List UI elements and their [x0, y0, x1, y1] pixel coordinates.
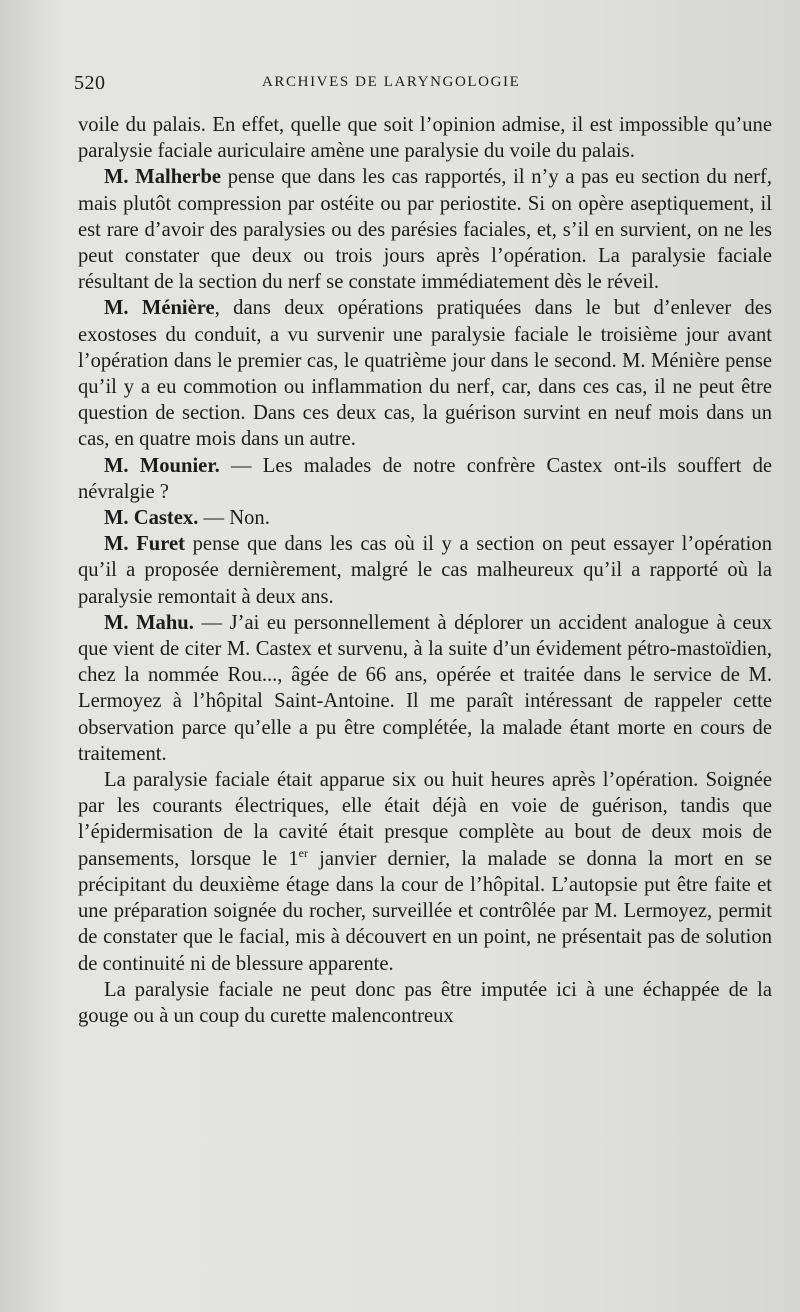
paragraph-malherbe	[78, 164, 772, 295]
speaker-name: M. Ménière	[104, 297, 215, 320]
paragraph-conclusion	[78, 977, 772, 1029]
paragraph-mounier	[78, 453, 772, 505]
paragraph-text: — Les malades de notre confrère Castex ont-ils souffert de névralgie ?	[78, 454, 773, 503]
paragraph-text: voile du palais. En effet, quelle que soit l’opinion admise, il est impossible qu’une paralysie faciale auriculaire amène une paralysie du voile du palais.	[78, 114, 772, 163]
paragraph-text: pense que dans les cas rapportés, il n’y a pas eu section du nerf, mais plutôt compression par ostéite ou par periostite. Si on opère aseptiquement, il est rare d’avoir des paralysies ou des parésies faciales, et, s’il en survient, on ne les peut constater que deux ou trois jours après l’opération. La paralysie faciale résultant de la section du nerf se constate immédiatement dès le réveil.	[78, 166, 772, 294]
paragraph-text: — J’ai eu personnellement à déplorer un accident analogue à ceux que vient de citer M. Castex et survenu, à la suite d’un évidement pétro-mastoïdien, chez la nommée Rou..., âgée de 66 ans, opérée et traitée dans le service de M. Lermoyez à l’hôpital Saint-Antoine. Il me paraît intéressant de rappeler cette observation parce qu’elle a pu être complétée, la malade étant morte en cours de traitement.	[78, 611, 772, 765]
speaker-name: M. Malherbe	[104, 166, 222, 189]
paragraph-continued	[78, 112, 772, 164]
paragraph-paralysie	[78, 767, 772, 977]
paragraph-text: La paralysie faciale était apparue six ou huit heures après l’opération. Soignée par les courants électriques, elle était déjà en voie de guérison, tandis que l’épidermisation de la cavité était presque complète au bout de deux mois de pansements, lorsque le 1	[78, 769, 772, 870]
paragraph-mahu	[78, 610, 772, 767]
ordinal-superscript: er	[298, 845, 308, 860]
paragraph-text: , dans deux opérations pratiquées dans le but d’enlever des exostoses du conduit, a vu survenir une paralysie faciale le troisième jour avant l’opération dans le premier cas, le quatrième jour dans le second. M. Ménière pense qu’il y a eu commotion ou inflammation du nerf, car, dans ces cas, il ne peut être question de section. Dans ces deux cas, la guérison survint en neuf mois dans un cas, en quatre mois dans un autre.	[78, 297, 772, 451]
paragraph-text-continued: janvier dernier, la malade se donna la mort en se précipitant du deuxième étage dans la cour de l’hôpital. L’autopsie put être faite et une préparation soignée du rocher, surveillée et contrôlée par M. Lermoyez, permit de constater que le facial, mis à découvert en un point, ne présentait pas de solution de continuité ni de blessure apparente.	[78, 847, 772, 975]
paragraph-text: pense que dans les cas où il y a section on peut essayer l’opération qu’il a proposée dernièrement, malgré le cas malheureux qu’il a rapporté où la paralysie remontait à deux ans.	[78, 533, 772, 608]
paragraph-text: — Non.	[198, 507, 270, 530]
speaker-name: M. Furet	[104, 533, 186, 556]
speaker-name: M. Mounier.	[104, 454, 220, 477]
body-text	[78, 112, 772, 1029]
page-number: 520	[74, 72, 106, 94]
paragraph-meniere	[78, 295, 772, 452]
speaker-name: M. Castex.	[104, 507, 199, 530]
paragraph-furet	[78, 531, 772, 610]
paragraph-castex	[78, 505, 772, 531]
running-head	[74, 72, 764, 100]
paragraph-text: La paralysie faciale ne peut donc pas être imputée ici à une échappée de la gouge ou à un coup du curette malencontreux	[78, 978, 772, 1027]
speaker-name: M. Mahu.	[104, 611, 194, 634]
journal-title: ARCHIVES DE LARYNGOLOGIE	[262, 74, 521, 90]
